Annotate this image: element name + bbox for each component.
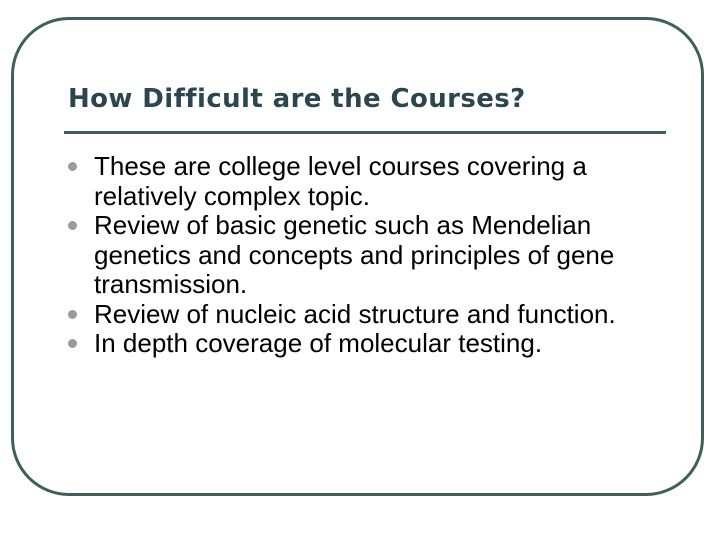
bullet-item: [68, 300, 668, 330]
bullet-text: Review of nucleic acid structure and function.: [94, 298, 616, 329]
bullet-text: In depth coverage of molecular testing.: [94, 328, 543, 358]
bullet-item: [68, 211, 668, 300]
bullet-item: [68, 329, 668, 359]
bullet-list: [68, 152, 668, 359]
bullet-text: These are college level courses covering a relatively complex topic.: [94, 151, 587, 211]
bullet-text: Review of basic genetic such as Mendelian genetics and concepts and principles of gene transmission.: [94, 210, 615, 299]
bullet-dot-icon: [68, 310, 77, 319]
bullet-dot-icon: [68, 221, 77, 230]
bullet-dot-icon: [68, 162, 77, 171]
slide-title: How Difficult are the Courses?: [68, 84, 526, 114]
bullet-item: [68, 152, 668, 211]
bullet-dot-icon: [68, 339, 77, 348]
title-underline: [64, 131, 666, 134]
